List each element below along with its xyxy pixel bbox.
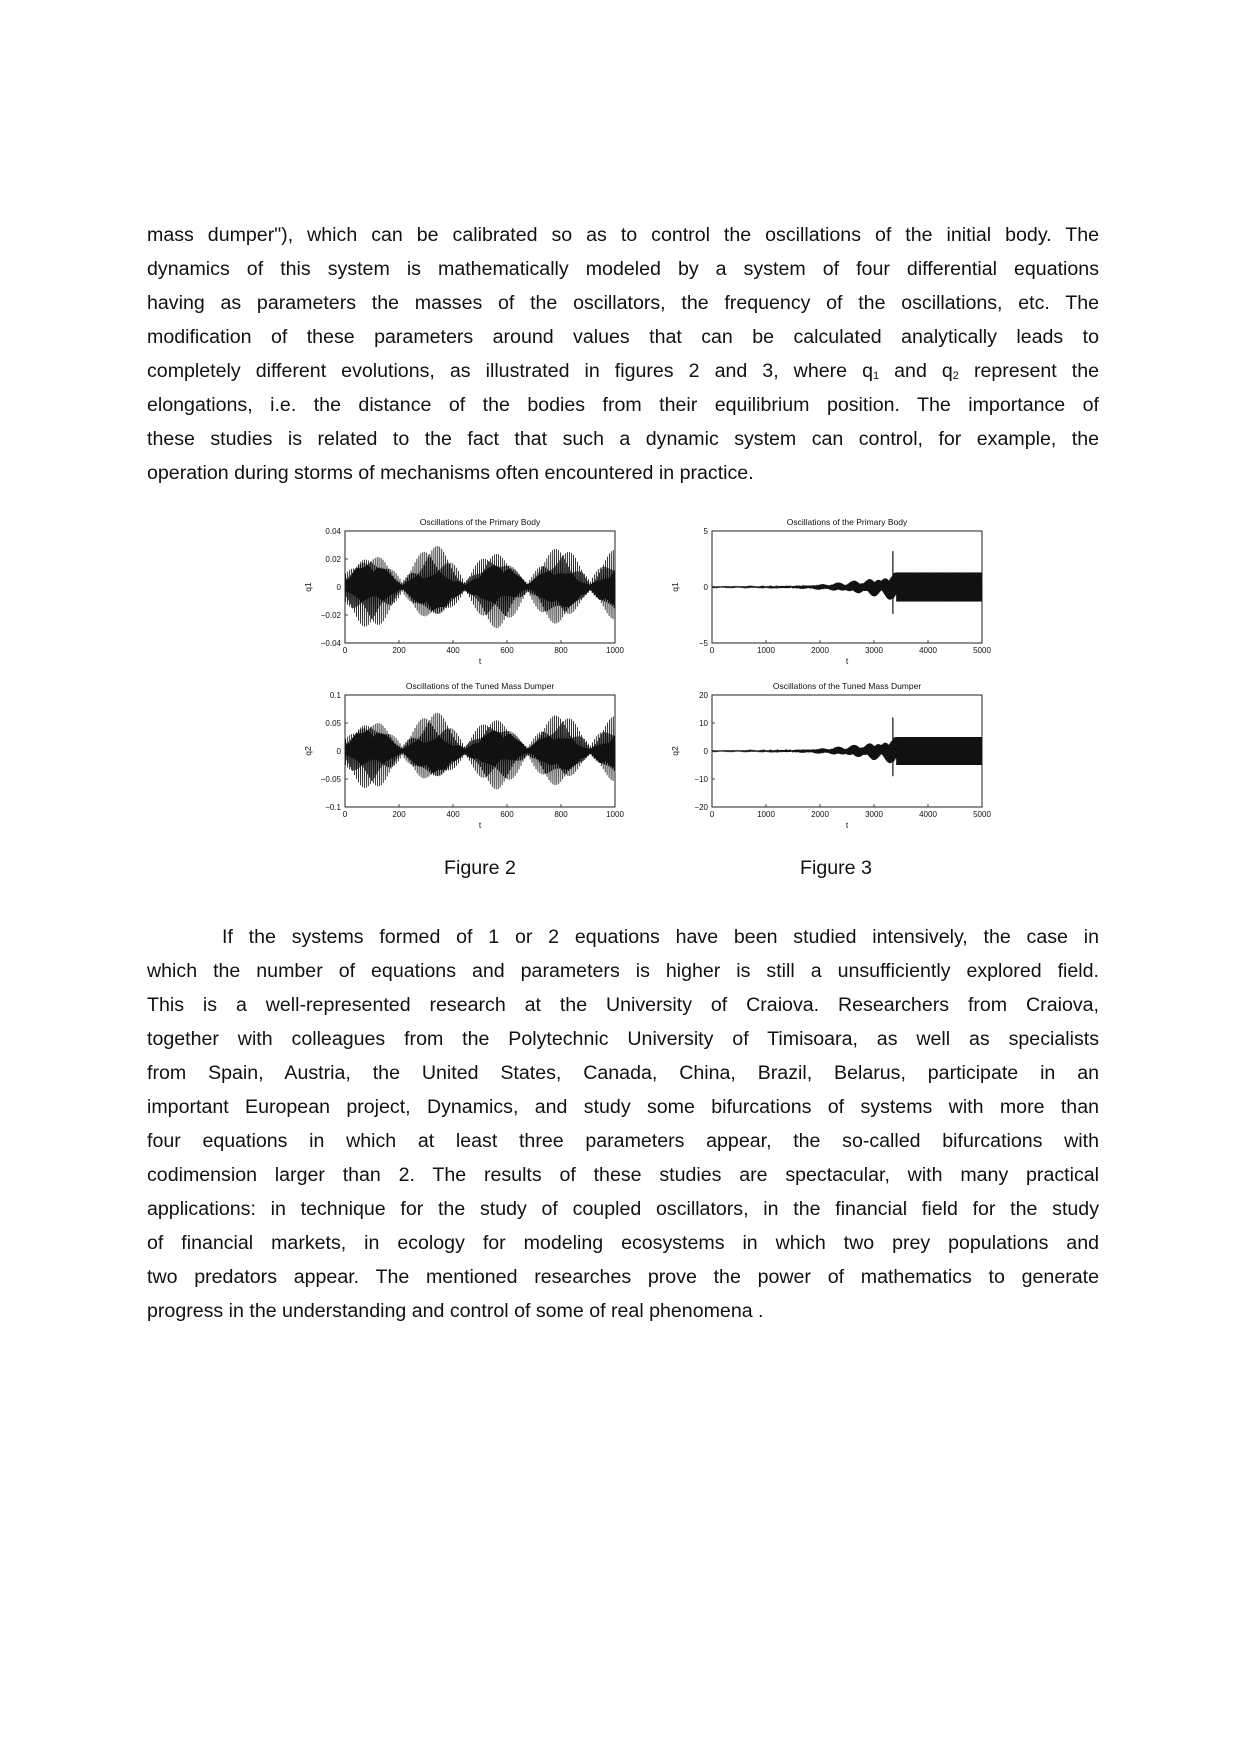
series-line — [345, 546, 615, 628]
x-tick-label: 0 — [342, 646, 348, 655]
paragraph-2 — [147, 920, 1099, 1328]
x-tick-label: 1000 — [757, 810, 775, 819]
x-tick-label: 5000 — [973, 810, 991, 819]
x-tick-label: 0 — [709, 646, 715, 655]
x-tick-label: 0 — [342, 810, 348, 819]
text-line: elongations, i.e. the distance of the bodies from their equilibrium position. The importance of — [147, 394, 1099, 416]
y-tick-label: 0.04 — [325, 527, 341, 536]
x-axis-label: t — [478, 820, 482, 830]
x-tick-label: 600 — [500, 810, 514, 819]
subscript: 1 — [872, 370, 880, 382]
y-tick-label: −0.02 — [320, 611, 341, 620]
text-line: which the number of equations and parameters is higher is still a unsufficiently explored field. — [147, 960, 1099, 982]
figure-2-caption: Figure 2 — [444, 857, 516, 879]
series-band — [896, 572, 982, 601]
x-tick-label: 200 — [392, 646, 406, 655]
figure-3-caption: Figure 3 — [800, 857, 872, 879]
y-tick-label: 0 — [336, 747, 341, 756]
text-line: mass dumper"), which can be calibrated so as to control the oscillations of the initial body. The — [147, 224, 1099, 246]
y-tick-label: 0.1 — [329, 691, 341, 700]
x-tick-label: 400 — [446, 810, 460, 819]
x-tick-label: 800 — [554, 810, 568, 819]
chart-title: Oscillations of the Tuned Mass Dumper — [405, 681, 555, 691]
y-axis-label: q1 — [670, 582, 680, 592]
text-fragment: completely different evolutions, as illustrated in figures 2 and 3, where q — [147, 360, 873, 382]
series-band — [896, 737, 982, 765]
text-line: codimension larger than 2. The results of these studies are spectacular, with many practical — [147, 1164, 1099, 1186]
text-line: having as parameters the masses of the oscillators, the frequency of the oscillations, etc. The — [147, 292, 1099, 314]
x-tick-label: 4000 — [919, 646, 937, 655]
y-tick-label: 5 — [703, 527, 708, 536]
y-tick-label: 0 — [336, 583, 341, 592]
x-tick-label: 4000 — [919, 810, 937, 819]
text-line: modification of these parameters around values that can be calculated analytically leads to — [147, 326, 1099, 348]
text-line: applications: in technique for the study of coupled oscillators, in the financial field for the study — [147, 1198, 1099, 1220]
series-line — [345, 713, 615, 790]
y-tick-label: −0.1 — [325, 803, 341, 812]
y-tick-label: −20 — [694, 803, 708, 812]
text-fragment: and q — [879, 360, 953, 382]
y-axis-label: q2 — [303, 746, 313, 756]
y-axis-label: q2 — [670, 746, 680, 756]
text-line: This is a well-represented research at the University of Craiova. Researchers from Craiova, — [147, 994, 1099, 1016]
text-line: If the systems formed of 1 or 2 equations have been studied intensively, the case in — [222, 926, 1099, 948]
x-tick-label: 600 — [500, 646, 514, 655]
x-tick-label: 200 — [392, 810, 406, 819]
chart-title: Oscillations of the Primary Body — [419, 517, 541, 527]
text-line: together with colleagues from the Polytechnic University of Timisoara, as well as specialists — [147, 1028, 1099, 1050]
x-tick-label: 3000 — [865, 810, 883, 819]
x-axis-label: t — [845, 820, 849, 830]
y-tick-label: −5 — [698, 639, 708, 648]
x-tick-label: 800 — [554, 646, 568, 655]
y-tick-label: 0.02 — [325, 555, 341, 564]
text-line: these studies is related to the fact that such a dynamic system can control, for example, the — [147, 428, 1099, 450]
text-line: dynamics of this system is mathematically modeled by a system of four differential equations — [147, 258, 1099, 280]
x-tick-label: 5000 — [973, 646, 991, 655]
text-line: important European project, Dynamics, and study some bifurcations of systems with more than — [147, 1096, 1099, 1118]
y-tick-label: 0 — [703, 583, 708, 592]
x-tick-label: 1000 — [757, 646, 775, 655]
x-tick-label: 3000 — [865, 646, 883, 655]
y-axis-label: q1 — [303, 582, 313, 592]
chart-title: Oscillations of the Primary Body — [786, 517, 908, 527]
text-line: four equations in which at least three parameters appear, the so-called bifurcations with — [147, 1130, 1099, 1152]
subscript: 2 — [952, 370, 959, 382]
x-tick-label: 0 — [709, 810, 715, 819]
x-tick-label: 1000 — [606, 646, 624, 655]
text-fragment: represent the — [958, 360, 1099, 382]
text-line: two predators appear. The mentioned researches prove the power of mathematics to generate — [147, 1266, 1099, 1288]
text-line: progress in the understanding and control of some of real phenomena . — [147, 1300, 764, 1322]
x-tick-label: 400 — [446, 646, 460, 655]
text-line: of financial markets, in ecology for modeling ecosystems in which two prey populations and — [147, 1232, 1099, 1254]
chart-title: Oscillations of the Tuned Mass Dumper — [772, 681, 922, 691]
y-tick-label: 0.05 — [325, 719, 341, 728]
y-tick-label: 0 — [703, 747, 708, 756]
x-tick-label: 1000 — [606, 810, 624, 819]
text-line: operation during storms of mechanisms often encountered in practice. — [147, 462, 754, 484]
x-tick-label: 2000 — [811, 810, 829, 819]
x-tick-label: 2000 — [811, 646, 829, 655]
y-tick-label: −0.04 — [320, 639, 341, 648]
text-line: from Spain, Austria, the United States, Canada, China, Brazil, Belarus, participate in an — [147, 1062, 1099, 1084]
y-tick-label: −10 — [694, 775, 708, 784]
y-tick-label: 20 — [699, 691, 708, 700]
x-axis-label: t — [845, 656, 849, 666]
x-axis-label: t — [478, 656, 482, 666]
y-tick-label: −0.05 — [320, 775, 341, 784]
y-tick-label: 10 — [699, 719, 708, 728]
figures-svg — [0, 0, 1240, 830]
